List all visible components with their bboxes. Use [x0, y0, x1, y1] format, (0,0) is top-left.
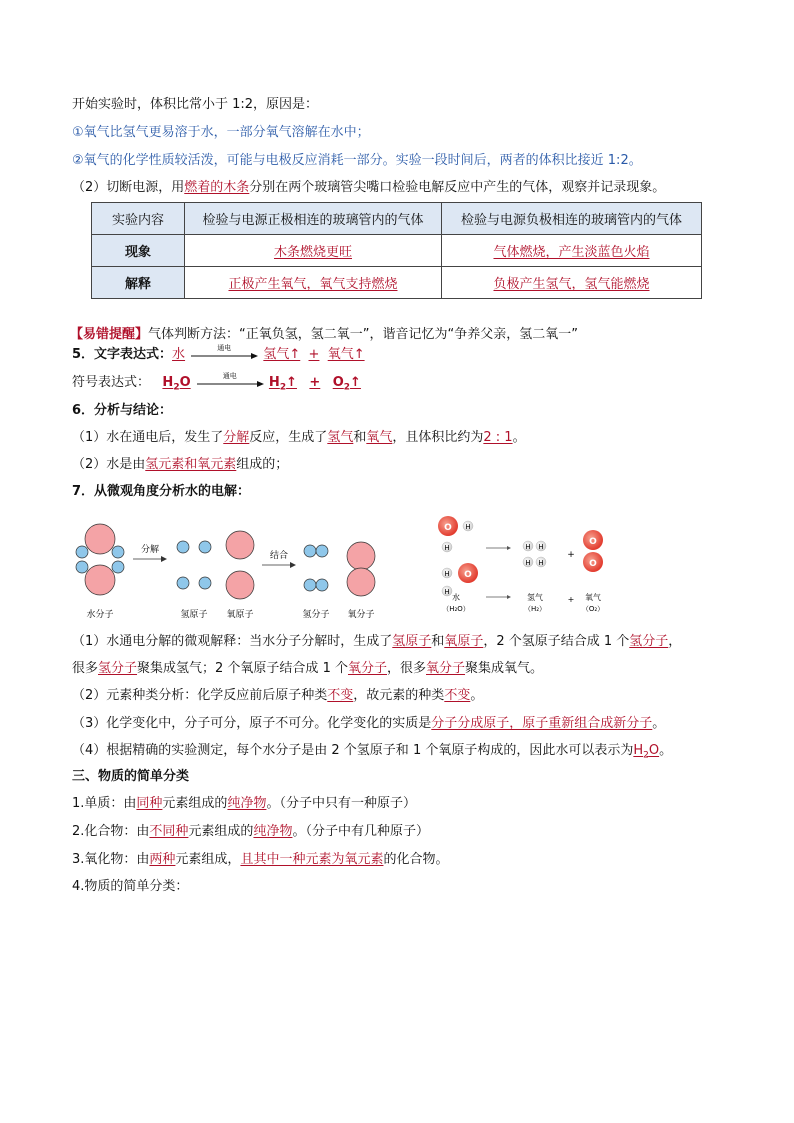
analysis-line-2 — [72, 456, 288, 474]
table-header-cell: 实验内容 — [92, 203, 185, 235]
oxygen-gas-molecule — [583, 530, 603, 572]
electrolysis-atom-figure — [430, 514, 620, 620]
answer: 两种 — [149, 852, 176, 867]
fig2-label-formula: （H₂O） — [442, 605, 470, 613]
sym-o: O — [332, 375, 344, 390]
fig2-label-name: 氧气 — [585, 593, 601, 602]
text: ，且体积比约为 — [392, 430, 484, 445]
arrow-condition: 通电 — [217, 343, 232, 352]
answer: 氧分子 — [347, 661, 387, 676]
table-header-cell: 检验与电源负极相连的玻璃管内的气体 — [442, 203, 702, 235]
micro-paragraph-4 — [72, 742, 672, 765]
text: 聚集成氢气；2 个氧原子结合成 1 个 — [137, 661, 348, 676]
text: 1.单质：由 — [72, 796, 137, 811]
water-molecule-2 — [442, 563, 478, 596]
analysis-heading: 6．分析与结论： — [72, 403, 173, 418]
cell-answer: 负极产生氢气，氢气能燃烧 — [493, 277, 650, 292]
atom-h: H — [444, 588, 450, 596]
answer: 氧分子 — [426, 661, 466, 676]
answer: 氢分子 — [98, 661, 138, 676]
fig2-label-formula: （O₂） — [581, 605, 605, 613]
answer: 氢气 — [327, 430, 354, 445]
oxygen-molecule — [347, 542, 375, 596]
sym-o: O — [179, 375, 191, 390]
step-2-answer: 燃着的木条 — [184, 180, 250, 195]
table-cell — [185, 235, 442, 267]
answer: 2 : 1 — [483, 430, 513, 445]
cell-answer: 正极产生氧气，氧气支持燃烧 — [228, 277, 398, 292]
text: 元素组成的 — [162, 796, 228, 811]
micro-paragraph-1a — [72, 633, 681, 651]
tip-line — [70, 326, 578, 344]
atom-h: H — [538, 559, 544, 567]
arrow-icon — [189, 352, 259, 360]
step-2-prefix: （2）切断电源，用 — [72, 180, 185, 195]
text: 2.化合物：由 — [72, 824, 150, 839]
reaction-arrow — [195, 371, 265, 390]
fig1-label: 氧原子 — [226, 610, 254, 620]
answer: 分解 — [223, 430, 250, 445]
answer: 氢原子 — [392, 634, 432, 649]
atom-h: H — [444, 570, 450, 578]
classification-heading: 三、物质的简单分类 — [72, 769, 190, 784]
text: （3）化学变化中，分子可分，原子不可分。化学变化的实质是 — [72, 716, 432, 731]
symbol-equation-label: 符号表达式： — [72, 375, 151, 390]
hydrogen-gas-molecules — [523, 541, 546, 567]
text: 很多 — [72, 661, 99, 676]
answer: 不变 — [327, 688, 354, 703]
intro-reason-2: ②氧气的化学性质较活泼，可能与电极反应消耗一部分。实验一段时间后，两者的体积比接近 1:2。 — [72, 153, 642, 168]
atom-o: O — [589, 537, 597, 547]
fig2-label-plus: + — [567, 595, 575, 604]
fig2-label-name: 氢气 — [527, 593, 543, 602]
classification-line-1 — [72, 795, 416, 813]
text: 。 — [470, 688, 484, 703]
row-label: 现象 — [92, 235, 185, 267]
arrow-head-icon — [290, 562, 296, 568]
text: 3.氧化物：由 — [72, 852, 150, 867]
answer: 纯净物 — [253, 824, 293, 839]
answer: 氢元素和氧元素 — [145, 457, 237, 472]
electrolysis-molecule-figure — [70, 516, 390, 626]
atom-h: H — [525, 559, 531, 567]
answer: 纯净物 — [227, 796, 267, 811]
oxygen-atoms — [226, 531, 254, 599]
word-reactant: 水 — [172, 347, 186, 362]
text: 。 — [512, 430, 526, 445]
text: （1）水通电分解的微观解释：当水分子分解时，生成了 — [72, 634, 393, 649]
atom-o: O — [464, 570, 472, 580]
answer: 氢分子 — [629, 634, 669, 649]
arrow-icon — [195, 380, 265, 388]
atom-h: H — [525, 543, 531, 551]
answer: 氧气 — [366, 430, 393, 445]
text: 元素组成的 — [188, 824, 254, 839]
tip-text: 气体判断方法：“正氧负氢，氢二氧一”，谐音记忆为“争养父亲，氢二氧一” — [148, 327, 578, 342]
text: 。（分子中只有一种原子） — [266, 796, 416, 811]
text: 组成的； — [236, 457, 289, 472]
arrow-head-icon — [507, 546, 511, 550]
text: ，很多 — [387, 661, 427, 676]
text: 元素组成， — [175, 852, 241, 867]
step-2-line — [72, 179, 665, 197]
symbol-equation — [72, 371, 361, 397]
symbol-product-2 — [332, 375, 361, 393]
symbol-product-1 — [268, 375, 297, 393]
word-equation — [72, 343, 365, 364]
answer: 氧原子 — [444, 634, 484, 649]
answer: 且其中一种元素为氧元素 — [240, 852, 384, 867]
table-row — [92, 235, 702, 267]
classification-line-2 — [72, 823, 429, 841]
text: （2）元素种类分析：化学反应前后原子种类 — [72, 688, 328, 703]
sym-sub: 2 — [173, 382, 180, 393]
table-cell — [442, 267, 702, 299]
water-molecule-top — [76, 524, 124, 558]
intro-line: 开始实验时，体积比常小于 1:2，原因是： — [72, 97, 319, 112]
text: 聚集成氧气。 — [465, 661, 544, 676]
cell-answer: 气体燃烧，产生淡蓝色火焰 — [493, 245, 650, 260]
arrow-head-icon — [161, 556, 167, 562]
answer: 分子分成原子，原子重新组合成新分子 — [431, 716, 653, 731]
analysis-line-1 — [72, 429, 526, 447]
word-plus: + — [308, 347, 320, 362]
answer — [633, 743, 660, 761]
arrow-condition: 通电 — [222, 371, 237, 380]
text: ， — [668, 634, 682, 649]
sym-sub: 2 — [343, 382, 351, 393]
sym-o: O — [648, 743, 660, 758]
sym-h: H — [633, 743, 644, 758]
fig2-label-formula: （H₂） — [523, 605, 547, 613]
atom-h: H — [444, 544, 450, 552]
table-header-cell: 检验与电源正极相连的玻璃管内的气体 — [185, 203, 442, 235]
atom-o: O — [444, 523, 452, 533]
text: （1）水在通电后，发生了 — [72, 430, 224, 445]
fig1-arrow-label-1: 分解 — [140, 545, 160, 555]
micro-paragraph-3 — [72, 715, 665, 733]
sym-h: H — [162, 375, 174, 390]
cell-answer: 木条燃烧更旺 — [273, 245, 352, 260]
fig2-plus: + — [567, 550, 575, 560]
fig1-label: 氧分子 — [347, 610, 375, 620]
reaction-arrow — [189, 343, 259, 362]
text: ，2 个氢原子结合成 1 个 — [483, 634, 630, 649]
classification-line-3 — [72, 851, 448, 869]
tip-label: 【易错提醒】 — [70, 327, 149, 342]
text: 和 — [431, 634, 445, 649]
step-2-suffix: 分别在两个玻璃管尖嘴口检验电解反应中产生的气体，观察并记录现象。 — [249, 180, 666, 195]
table-header-row — [92, 203, 702, 235]
water-molecule-1 — [438, 516, 473, 552]
atom-h: H — [465, 523, 471, 531]
text: 反应，生成了 — [249, 430, 328, 445]
fig1-label: 氢原子 — [180, 610, 208, 620]
micro-paragraph-2 — [72, 687, 483, 705]
table-row — [92, 267, 702, 299]
word-product-2: 氧气↑ — [327, 347, 365, 362]
text: 。 — [652, 716, 666, 731]
micro-heading: 7．从微观角度分析水的电解： — [72, 484, 251, 499]
sym-arrow-up: ↑ — [350, 375, 361, 390]
word-equation-label: 5．文字表达式： — [72, 347, 173, 362]
hydrogen-atoms — [177, 541, 211, 589]
intro-reason-1: ①氧气比氢气更易溶于水，一部分氧气溶解在水中； — [72, 125, 370, 140]
text: 。（分子中有几种原子） — [292, 824, 429, 839]
fig2-label-name: 水 — [452, 593, 460, 602]
water-molecule-bottom — [76, 561, 124, 595]
arrow-head-icon — [507, 595, 511, 599]
micro-paragraph-1b — [72, 660, 543, 678]
text: 和 — [353, 430, 367, 445]
classification-line-4: 4.物质的简单分类： — [72, 879, 189, 894]
text: ，故元素的种类 — [353, 688, 445, 703]
text: 。 — [659, 743, 673, 758]
table-cell — [185, 267, 442, 299]
atom-o: O — [589, 559, 597, 569]
symbol-reactant — [162, 375, 191, 393]
sym-h: H — [268, 375, 280, 390]
text: （4）根据精确的实验测定，每个水分子是由 2 个氢原子和 1 个氧原子构成的，因此水可以表示为 — [72, 743, 634, 758]
fig1-label: 水分子 — [86, 610, 114, 620]
sym-arrow-up: ↑ — [286, 375, 297, 390]
answer: 不变 — [444, 688, 471, 703]
atom-h: H — [538, 543, 544, 551]
answer: 同种 — [136, 796, 163, 811]
sym-sub: 2 — [279, 382, 287, 393]
text: （2）水是由 — [72, 457, 146, 472]
fig1-label: 氢分子 — [302, 610, 330, 620]
word-product-1: 氢气↑ — [263, 347, 301, 362]
hydrogen-molecules — [304, 545, 328, 591]
table-cell — [442, 235, 702, 267]
text: 的化合物。 — [383, 852, 449, 867]
answer: 不同种 — [149, 824, 189, 839]
fig1-arrow-label-2: 结合 — [269, 551, 289, 561]
sym-sub: 2 — [643, 750, 649, 761]
symbol-plus: + — [309, 375, 321, 390]
row-label: 解释 — [92, 267, 185, 299]
experiment-table — [91, 202, 702, 299]
